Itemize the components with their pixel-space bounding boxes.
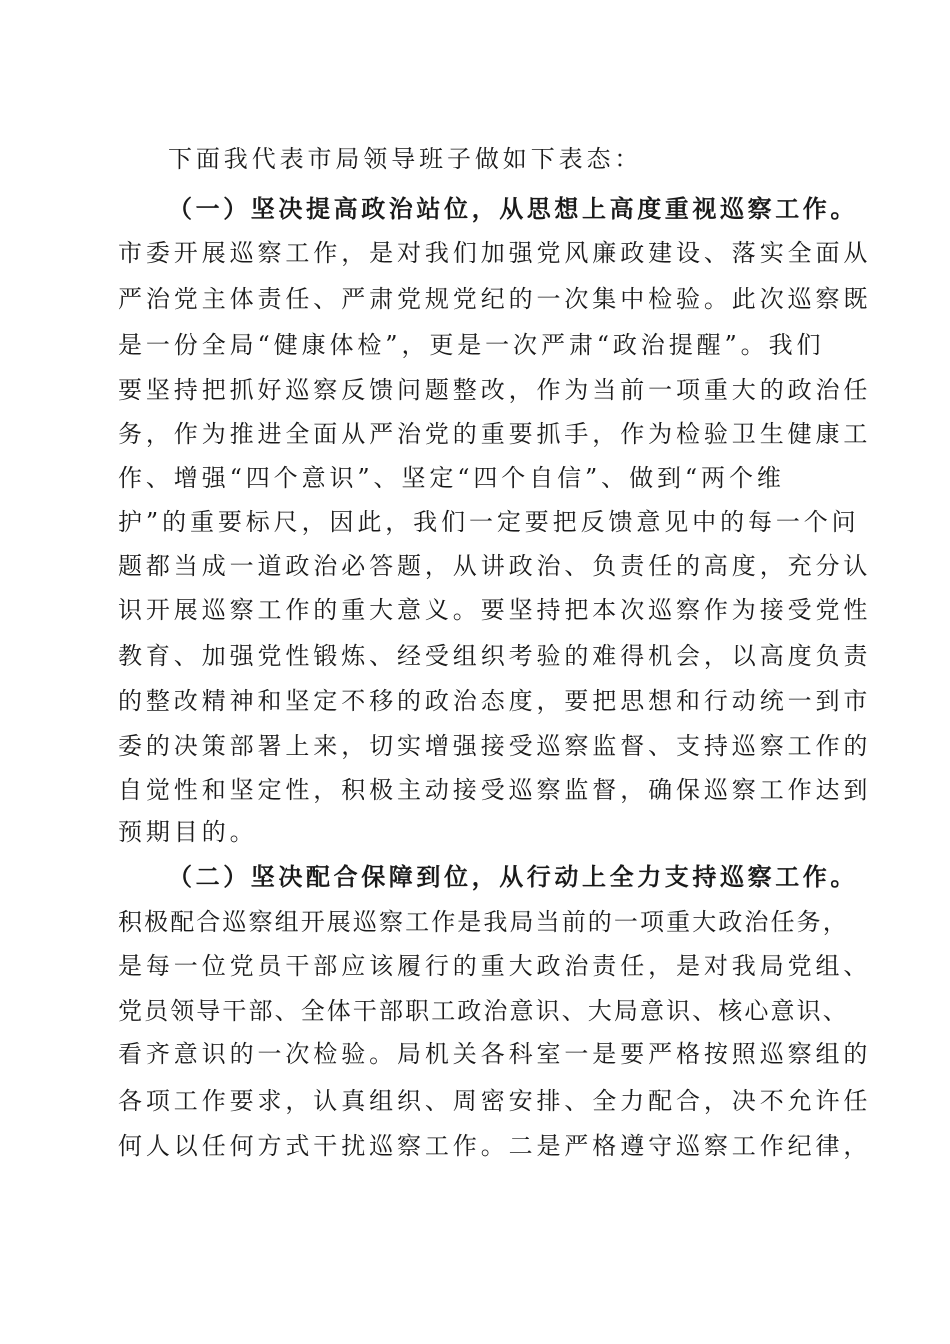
paragraph-line: 教育、加强党性锻炼、经受组织考验的难得机会，以高度负责 [118,642,872,670]
paragraph-line: 的整改精神和坚定不移的政治态度，要把思想和行动统一到市 [118,687,872,715]
paragraph-line: 题都当成一道政治必答题，从讲政治、负责任的高度，充分认 [118,552,872,580]
paragraph-line: 护”的重要标尺，因此，我们一定要把反馈意见中的每一个问 [118,508,860,536]
paragraph-line: 严治党主体责任、严肃党规党纪的一次集中检验。此次巡察既 [118,285,872,313]
paragraph-line: 务，作为推进全面从严治党的重要抓手，作为检验卫生健康工 [118,420,872,448]
paragraph-line: 委的决策部署上来，切实增强接受巡察监督、支持巡察工作的 [118,732,872,760]
paragraph-line: 识开展巡察工作的重大意义。要坚持把本次巡察作为接受党性 [118,596,872,624]
paragraph-line: 各项工作要求，认真组织、周密安排、全力配合，决不允许任 [118,1087,872,1115]
paragraph-line: 看齐意识的一次检验。局机关各科室一是要严格按照巡察组的 [118,1040,872,1068]
paragraph-line: 积极配合巡察组开展巡察工作是我局当前的一项重大政治任务， [118,908,849,936]
section-heading-2: （二）坚决配合保障到位，从行动上全力支持巡察工作。 [168,863,858,891]
paragraph-line: 何人以任何方式干扰巡察工作。二是严格遵守巡察工作纪律， [118,1132,872,1160]
intro-line: 下面我代表市局领导班子做如下表态： [168,145,643,173]
paragraph-line: 自觉性和坚定性，积极主动接受巡察监督，确保巡察工作达到 [118,776,872,804]
section-heading-1: （一）坚决提高政治站位，从思想上高度重视巡察工作。 [168,195,858,223]
paragraph-line: 是每一位党员干部应该履行的重大政治责任，是对我局党组、 [118,952,872,980]
paragraph-line: 作、增强“四个意识”、坚定“四个自信”、做到“两个维 [118,464,785,492]
paragraph-line: 预期目的。 [118,818,258,846]
paragraph-line: 要坚持把抓好巡察反馈问题整改，作为当前一项重大的政治任 [118,376,872,404]
paragraph-line: 是一份全局“健康体检”，更是一次严肃“政治提醒”。我们 [118,331,825,359]
paragraph-line: 市委开展巡察工作，是对我们加强党风廉政建设、落实全面从 [118,239,872,267]
paragraph-line: 党员领导干部、全体干部职工政治意识、大局意识、核心意识、 [118,997,849,1025]
